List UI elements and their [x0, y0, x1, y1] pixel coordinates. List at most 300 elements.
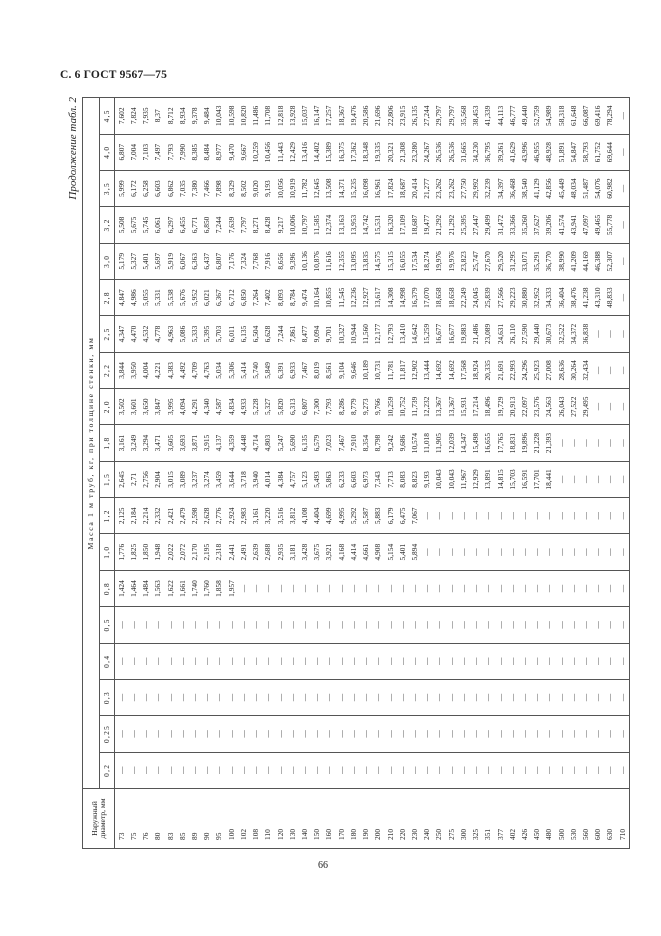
mass-cell: —: [433, 607, 445, 643]
mass-cell: —: [262, 570, 274, 606]
mass-cell: —: [506, 752, 518, 788]
mass-cell: 7,768: [250, 243, 262, 279]
mass-cell: —: [580, 607, 592, 643]
mass-cell: —: [299, 643, 311, 679]
mass-cell: 6,179: [384, 498, 396, 534]
mass-cell: 38,476: [567, 279, 579, 315]
mass-cell: 42,856: [543, 170, 555, 206]
mass-cell: —: [164, 607, 176, 643]
mass-cell: 5,034: [213, 352, 225, 388]
mass-cell: 10,598: [225, 98, 237, 135]
table-row: [604, 98, 616, 849]
mass-cell: 10,456: [262, 134, 274, 170]
diameter-cell: 102: [238, 789, 250, 849]
thickness-header-cell: 0,3: [100, 679, 115, 715]
mass-cell: 10,164: [311, 279, 323, 315]
mass-cell: 3,161: [115, 425, 128, 461]
mass-cell: 24,563: [543, 389, 555, 425]
diameter-cell: 426: [519, 789, 531, 849]
mass-cell: 15,498: [470, 425, 482, 461]
mass-cell: 3,181: [286, 534, 298, 570]
mass-cell: 16,655: [482, 425, 494, 461]
table-row: [470, 98, 482, 849]
mass-cell: —: [274, 607, 286, 643]
mass-cell: 8,798: [372, 425, 384, 461]
mass-cell: 4,908: [372, 534, 384, 570]
mass-cell: 8,779: [347, 389, 359, 425]
mass-cell: 4,221: [152, 352, 164, 388]
mass-cell: —: [225, 752, 237, 788]
mass-cell: —: [604, 498, 616, 534]
mass-cell: 27,244: [421, 98, 433, 135]
mass-cell: 6,172: [128, 170, 140, 206]
mass-cell: 5,675: [128, 207, 140, 243]
mass-cell: 3,249: [128, 425, 140, 461]
mass-cell: —: [445, 679, 457, 715]
mass-cell: 39,206: [543, 207, 555, 243]
mass-cell: —: [543, 643, 555, 679]
thickness-header-cell: 4,5: [100, 98, 115, 135]
table-continuation-caption: Продолжение табл. 2: [67, 97, 79, 200]
mass-cell: 43,941: [567, 207, 579, 243]
mass-cell: —: [592, 679, 604, 715]
mass-cell: 2,628: [201, 498, 213, 534]
mass-cell: 21,292: [433, 207, 445, 243]
table-row: [372, 98, 384, 849]
mass-cell: —: [531, 607, 543, 643]
mass-cell: 7,916: [262, 243, 274, 279]
mass-cell: 43,996: [519, 134, 531, 170]
mass-cell: 17,568: [457, 352, 469, 388]
mass-cell: 15,389: [323, 134, 335, 170]
mass-cell: —: [128, 752, 140, 788]
mass-cell: 5,676: [176, 279, 188, 315]
mass-cell: —: [506, 679, 518, 715]
mass-cell: 4,661: [360, 534, 372, 570]
mass-cell: 16,055: [396, 243, 408, 279]
mass-cell: 10,043: [433, 461, 445, 497]
mass-cell: 15,259: [421, 316, 433, 352]
mass-cell: —: [335, 607, 347, 643]
mass-cell: —: [567, 679, 579, 715]
mass-cell: 3,161: [250, 498, 262, 534]
mass-cell: —: [238, 570, 250, 606]
table-row: [543, 98, 555, 849]
mass-cell: 22,097: [519, 389, 531, 425]
mass-cell: 1,858: [213, 570, 225, 606]
mass-cell: 7,067: [409, 498, 421, 534]
mass-cell: 5,414: [238, 352, 250, 388]
mass-cell: 9,686: [396, 425, 408, 461]
mass-cell: 9,273: [360, 389, 372, 425]
diameter-cell: 300: [457, 789, 469, 849]
mass-cell: 2,479: [176, 498, 188, 534]
mass-cell: 11,905: [433, 425, 445, 461]
mass-cell: 5,123: [299, 461, 311, 497]
diameter-cell: 530: [567, 789, 579, 849]
thickness-header-cell: 3,5: [100, 170, 115, 206]
mass-cell: 3,502: [115, 389, 128, 425]
mass-cell: 7,793: [323, 389, 335, 425]
mass-cell: 36,404: [555, 279, 567, 315]
table-row: [323, 98, 335, 849]
mass-cell: —: [347, 607, 359, 643]
mass-cell: 10,919: [286, 170, 298, 206]
mass-cell: 29,520: [494, 243, 506, 279]
mass-cell: —: [311, 643, 323, 679]
mass-cell: 7,898: [213, 170, 225, 206]
mass-cell: 2,639: [250, 534, 262, 570]
mass-cell: 1,850: [140, 534, 152, 570]
mass-cell: —: [323, 607, 335, 643]
mass-cell: 8,083: [396, 461, 408, 497]
mass-cell: 5,401: [140, 243, 152, 279]
mass-cell: —: [616, 279, 629, 315]
mass-cell: —: [176, 752, 188, 788]
diameter-cell: 500: [555, 789, 567, 849]
mass-cell: 7,300: [311, 389, 323, 425]
mass-cell: —: [616, 352, 629, 388]
mass-cell: 22,806: [384, 98, 396, 135]
mass-cell: 9,646: [347, 352, 359, 388]
mass-cell: 51,487: [580, 170, 592, 206]
mass-cell: —: [396, 570, 408, 606]
mass-cell: 34,372: [567, 316, 579, 352]
mass-cell: 9,242: [384, 425, 396, 461]
mass-cell: 9,470: [225, 134, 237, 170]
mass-cell: —: [225, 716, 237, 752]
mass-cell: —: [531, 679, 543, 715]
mass-cell: 11,486: [250, 98, 262, 135]
mass-cell: 11,739: [409, 389, 421, 425]
mass-cell: —: [592, 643, 604, 679]
mass-cell: —: [616, 425, 629, 461]
mass-cell: 31,472: [494, 207, 506, 243]
diameter-cell: 230: [409, 789, 421, 849]
thickness-header-cell: 0,5: [100, 607, 115, 643]
mass-cell: 2,688: [262, 534, 274, 570]
mass-cell: 7,244: [274, 316, 286, 352]
mass-cell: —: [201, 679, 213, 715]
mass-cell: —: [519, 643, 531, 679]
mass-cell: 4,492: [176, 352, 188, 388]
mass-cell: —: [152, 752, 164, 788]
mass-cell: —: [262, 752, 274, 788]
mass-cell: —: [470, 716, 482, 752]
mass-cell: 32,239: [482, 170, 494, 206]
mass-cell: —: [372, 607, 384, 643]
table-row: [213, 98, 225, 849]
mass-cell: 78,294: [604, 98, 616, 135]
mass-cell: —: [152, 607, 164, 643]
mass-cell: —: [580, 679, 592, 715]
mass-cell: 21,292: [445, 207, 457, 243]
mass-cell: 44,113: [494, 98, 506, 135]
mass-cell: 3,459: [213, 461, 225, 497]
mass-cell: 49,465: [592, 207, 604, 243]
mass-cell: 16,591: [519, 461, 531, 497]
mass-cell: —: [250, 643, 262, 679]
mass-cell: 15,235: [347, 170, 359, 206]
mass-cell: —: [274, 716, 286, 752]
mass-cell: 7,244: [213, 207, 225, 243]
mass-cell: 38,453: [470, 98, 482, 135]
diameter-cell: 108: [250, 789, 262, 849]
mass-cell: —: [482, 716, 494, 752]
mass-cell: —: [592, 352, 604, 388]
mass-cell: 17,534: [409, 243, 421, 279]
mass-cell: —: [543, 716, 555, 752]
mass-cell: 14,742: [360, 207, 372, 243]
mass-cell: 23,262: [445, 170, 457, 206]
mass-cell: 3,274: [201, 461, 213, 497]
mass-cell: 13,508: [323, 170, 335, 206]
mass-cell: —: [238, 607, 250, 643]
table-row: [616, 98, 629, 849]
mass-cell: —: [604, 316, 616, 352]
mass-cell: —: [506, 607, 518, 643]
mass-cell: —: [384, 643, 396, 679]
mass-cell: 1,957: [225, 570, 237, 606]
mass-cell: 21,696: [372, 98, 384, 135]
mass-cell: 3,644: [225, 461, 237, 497]
mass-cell: 10,043: [213, 98, 225, 135]
mass-cell: —: [409, 679, 421, 715]
mass-table: [82, 97, 630, 849]
mass-cell: —: [299, 752, 311, 788]
mass-cell: 18,496: [482, 389, 494, 425]
mass-cell: —: [470, 679, 482, 715]
mass-cell: 9,484: [201, 98, 213, 135]
mass-cell: 8,271: [250, 207, 262, 243]
table-row: [531, 98, 543, 849]
mass-cell: —: [176, 716, 188, 752]
mass-cell: 27,008: [543, 352, 555, 388]
mass-cell: 5,883: [372, 498, 384, 534]
mass-cell: 1,760: [201, 570, 213, 606]
table-row: [433, 98, 445, 849]
mass-cell: 6,771: [189, 207, 201, 243]
mass-cell: —: [580, 716, 592, 752]
mass-cell: 38,990: [555, 243, 567, 279]
thickness-header-cell: 1,5: [100, 461, 115, 497]
mass-cell: —: [164, 679, 176, 715]
mass-cell: 11,560: [360, 316, 372, 352]
mass-cell: —: [335, 716, 347, 752]
mass-cell: 22,993: [506, 352, 518, 388]
mass-cell: 69,416: [592, 98, 604, 135]
mass-cell: 6,135: [299, 425, 311, 461]
mass-cell: 32,522: [555, 316, 567, 352]
mass-cell: —: [152, 679, 164, 715]
mass-cell: 12,429: [286, 134, 298, 170]
diameter-cell: 325: [470, 789, 482, 849]
mass-cell: —: [421, 716, 433, 752]
mass-cell: 24,045: [470, 279, 482, 315]
mass-cell: —: [421, 679, 433, 715]
mass-cell: 10,820: [238, 98, 250, 135]
mass-cell: —: [311, 570, 323, 606]
diameter-cell: 220: [396, 789, 408, 849]
table-row: [409, 98, 421, 849]
table-row: [250, 98, 262, 849]
mass-cell: 3,844: [115, 352, 128, 388]
mass-cell: 5,401: [396, 534, 408, 570]
mass-cell: —: [323, 752, 335, 788]
mass-cell: 13,444: [421, 352, 433, 388]
mass-cell: —: [311, 679, 323, 715]
mass-cell: 6,807: [115, 134, 128, 170]
mass-cell: 54,989: [543, 98, 555, 135]
mass-cell: 4,383: [164, 352, 176, 388]
rotated-content: [66, 97, 630, 849]
mass-cell: —: [372, 679, 384, 715]
mass-cell: —: [592, 316, 604, 352]
mass-cell: —: [396, 643, 408, 679]
mass-cell: 7,639: [225, 207, 237, 243]
mass-cell: —: [140, 679, 152, 715]
mass-cell: —: [470, 643, 482, 679]
mass-cell: 61,752: [592, 134, 604, 170]
mass-cell: 27,447: [470, 207, 482, 243]
mass-cell: —: [347, 752, 359, 788]
mass-cell: 7,035: [176, 170, 188, 206]
mass-cell: —: [482, 534, 494, 570]
mass-cell: —: [567, 461, 579, 497]
mass-cell: 29,992: [470, 170, 482, 206]
mass-cell: —: [433, 716, 445, 752]
mass-cell: 6,712: [225, 279, 237, 315]
mass-cell: —: [323, 643, 335, 679]
mass-cell: 1,484: [140, 570, 152, 606]
mass-cell: 20,913: [506, 389, 518, 425]
mass-cell: —: [616, 170, 629, 206]
table-row: [567, 98, 579, 849]
mass-cell: —: [580, 461, 592, 497]
mass-cell: 12,374: [323, 207, 335, 243]
mass-cell: 9,020: [250, 170, 262, 206]
mass-cell: —: [115, 607, 128, 643]
thickness-header-cell: 3,2: [100, 207, 115, 243]
table-row: [482, 98, 494, 849]
mass-cell: 4,404: [311, 498, 323, 534]
mass-cell: 7,824: [128, 98, 140, 135]
mass-cell: —: [567, 498, 579, 534]
mass-cell: 29,797: [433, 98, 445, 135]
mass-cell: 3,940: [250, 461, 262, 497]
mass-cell: —: [470, 570, 482, 606]
mass-cell: 8,502: [238, 170, 250, 206]
thickness-header-cell: 2,8: [100, 279, 115, 315]
diameter-cell: 75: [128, 789, 140, 849]
mass-cell: 23,089: [482, 316, 494, 352]
mass-cell: —: [567, 425, 579, 461]
mass-cell: —: [421, 498, 433, 534]
mass-cell: —: [555, 679, 567, 715]
mass-cell: 1,948: [152, 534, 164, 570]
mass-cell: 10,259: [384, 389, 396, 425]
mass-cell: —: [311, 607, 323, 643]
mass-cell: —: [152, 643, 164, 679]
mass-cell: 13,163: [335, 207, 347, 243]
mass-cell: —: [543, 679, 555, 715]
mass-cell: —: [531, 534, 543, 570]
mass-cell: 4,347: [115, 316, 128, 352]
mass-cell: —: [567, 716, 579, 752]
table-row: [152, 98, 164, 849]
mass-cell: —: [433, 643, 445, 679]
mass-cell: 33,366: [506, 207, 518, 243]
mass-cell: —: [433, 752, 445, 788]
mass-cell: —: [555, 425, 567, 461]
mass-cell: —: [299, 716, 311, 752]
mass-cell: 30,673: [543, 316, 555, 352]
diameter-cell: 85: [176, 789, 188, 849]
mass-cell: —: [531, 570, 543, 606]
mass-cell: —: [506, 643, 518, 679]
mass-cell: 10,731: [372, 352, 384, 388]
mass-cell: 7,935: [140, 98, 152, 135]
mass-cell: 23,262: [433, 170, 445, 206]
table-row: [360, 98, 372, 849]
mass-cell: —: [360, 716, 372, 752]
mass-cell: 34,333: [543, 279, 555, 315]
mass-cell: 7,176: [225, 243, 237, 279]
mass-cell: —: [128, 679, 140, 715]
mass-cell: 2,214: [140, 498, 152, 534]
mass-cell: 8,977: [213, 134, 225, 170]
mass-cell: —: [482, 607, 494, 643]
mass-cell: —: [286, 716, 298, 752]
mass-cell: 6,233: [335, 461, 347, 497]
mass-cell: 5,690: [286, 425, 298, 461]
mass-cell: —: [286, 570, 298, 606]
mass-cell: 2,072: [176, 534, 188, 570]
mass-cell: —: [457, 643, 469, 679]
mass-cell: 51,891: [555, 134, 567, 170]
mass-cell: 11,708: [262, 98, 274, 135]
mass-cell: 6,067: [176, 243, 188, 279]
mass-cell: —: [152, 716, 164, 752]
mass-cell: 8,428: [262, 207, 274, 243]
mass-cell: —: [433, 570, 445, 606]
mass-cell: —: [323, 679, 335, 715]
mass-cell: 32,434: [580, 352, 592, 388]
mass-cell: —: [506, 498, 518, 534]
mass-cell: —: [360, 570, 372, 606]
mass-cell: —: [592, 498, 604, 534]
table-row: [140, 98, 152, 849]
table-row: [421, 98, 433, 849]
mass-cell: —: [189, 643, 201, 679]
mass-cell: 28,636: [555, 352, 567, 388]
mass-cell: —: [421, 752, 433, 788]
mass-cell: —: [616, 98, 629, 135]
mass-cell: 9,474: [299, 279, 311, 315]
mass-cell: 19,476: [347, 98, 359, 135]
mass-cell: 11,616: [323, 243, 335, 279]
table-body: [115, 98, 630, 849]
mass-cell: —: [409, 716, 421, 752]
mass-cell: 4,963: [164, 316, 176, 352]
mass-cell: —: [494, 643, 506, 679]
diameter-cell: 240: [421, 789, 433, 849]
mass-cell: 5,894: [409, 534, 421, 570]
mass-cell: 58,793: [580, 134, 592, 170]
mass-cell: —: [128, 716, 140, 752]
mass-cell: —: [457, 534, 469, 570]
mass-cell: 11,781: [384, 352, 396, 388]
